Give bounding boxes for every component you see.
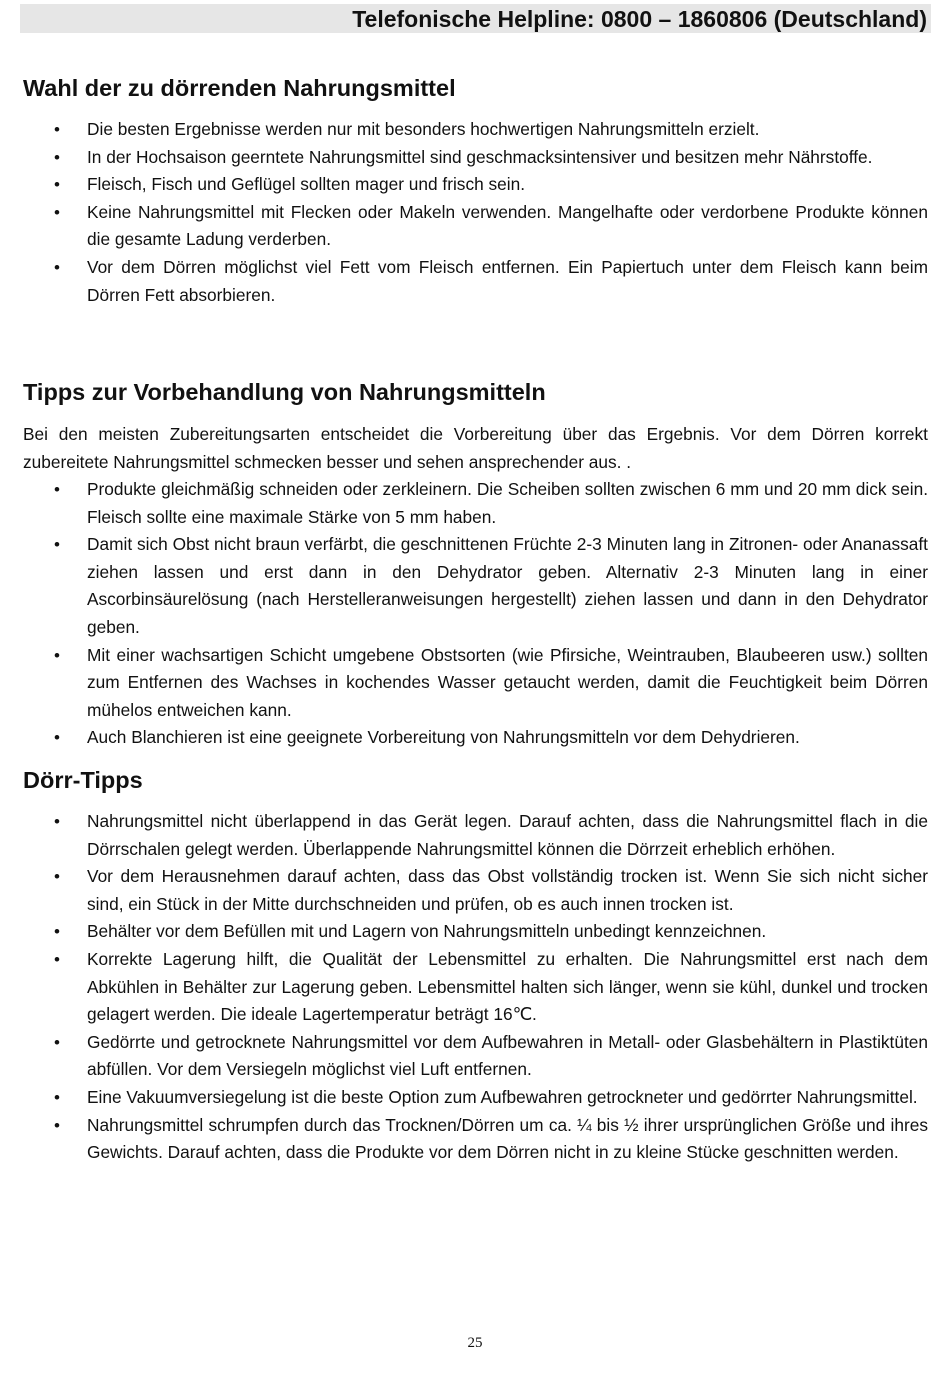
list-item: • Korrekte Lagerung hilft, die Qualität der Lebensmittel zu erhalten. Die Nahrungsmittel erst nach dem Abkühlen in Behälter zur Lagerung geben. Lebensmittel halten sich länger, wenn sie kühl, dunkel und trocken gelagert werden. Die ideale Lagertemperatur beträgt 16℃. (23, 946, 928, 1029)
food-selection-list (23, 116, 928, 309)
helpline-text: Telefonische Helpline: 0800 – 1860806 (Deutschland) (352, 6, 927, 32)
bullet-icon: • (54, 175, 60, 195)
list-item: • Eine Vakuumversiegelung ist die beste Option zum Aufbewahren getrockneter und gedörrter Nahrungsmittel. (23, 1084, 928, 1112)
bullet-icon: • (54, 1032, 60, 1052)
bullet-icon: • (54, 120, 60, 139)
bullet-icon: • (54, 1115, 60, 1135)
drying-tips-list (23, 808, 928, 1167)
list-item: • Vor dem Dörren möglichst viel Fett vom Fleisch entfernen. Ein Papiertuch unter dem Fleisch kann beim Dörren Fett absorbieren. (23, 254, 928, 309)
list-item: • Fleisch, Fisch und Geflügel sollten mager und frisch sein. (23, 171, 928, 199)
bullet-icon: • (54, 645, 60, 665)
pretreatment-list (23, 476, 928, 752)
bullet-icon: • (54, 202, 60, 222)
list-item: • Gedörrte und getrocknete Nahrungsmittel vor dem Aufbewahren in Metall- oder Glasbehältern in Plastiktüten abfüllen. Vor dem Versiegeln möglichst viel Luft entfernen. (23, 1029, 928, 1084)
section-title-pretreatment: Tipps zur Vorbehandlung von Nahrungsmitteln (23, 379, 546, 405)
bullet-icon: • (54, 257, 60, 277)
helpline-header (20, 4, 931, 33)
list-item: • Behälter vor dem Befüllen mit und Lagern von Nahrungsmitteln unbedingt kennzeichnen. (23, 918, 928, 946)
list-item: • Damit sich Obst nicht braun verfärbt, die geschnittenen Früchte 2-3 Minuten lang in Zitronen- oder Ananassaft ziehen lassen und erst dann in den Dehydrator geben. Alternativ 2-3 Minuten lang in einer Ascorbinsäurelösung (nach Herstelleranweisungen hergestellt) ziehen lassen und dann in den Dehydrator geben. (23, 531, 928, 641)
list-item: • Nahrungsmittel nicht überlappend in das Gerät legen. Darauf achten, dass die Nahrungsmittel flach in die Dörrschalen gelegt werden. Überlappende Nahrungsmittel können die Dörrzeit erheblich erhöhen. (23, 808, 928, 863)
bullet-icon: • (54, 1087, 60, 1107)
list-item: • Produkte gleichmäßig schneiden oder zerkleinern. Die Scheiben sollten zwischen 6 mm und 20 mm dick sein. Fleisch sollte eine maximale Stärke von 5 mm haben. (23, 476, 928, 531)
section-title-food-selection: Wahl der zu dörrenden Nahrungsmittel (23, 75, 456, 101)
bullet-icon: • (54, 535, 60, 555)
list-item: • Keine Nahrungsmittel mit Flecken oder Makeln verwenden. Mangelhafte oder verdorbene Produkte können die gesamte Ladung verderben. (23, 199, 928, 254)
list-item: • Die besten Ergebnisse werden nur mit besonders hochwertigen Nahrungsmitteln erzielt. (23, 116, 928, 144)
page-number: 25 (467, 1335, 483, 1351)
bullet-icon: • (54, 480, 60, 499)
section-title-drying-tips: Dörr-Tipps (23, 767, 143, 793)
list-item: • Vor dem Herausnehmen darauf achten, dass das Obst vollständig trocken ist. Wenn Sie sich nicht sicher sind, ein Stück in der Mitte durchschneiden und prüfen, ob es auch innen trocken ist. (23, 863, 928, 918)
bullet-icon: • (54, 922, 60, 942)
bullet-icon: • (54, 949, 60, 969)
bullet-icon: • (54, 147, 60, 167)
bullet-icon: • (54, 867, 60, 887)
bullet-icon: • (54, 812, 60, 831)
list-item: • Auch Blanchieren ist eine geeignete Vorbereitung von Nahrungsmitteln vor dem Dehydrieren. (23, 724, 928, 752)
list-item: • In der Hochsaison geerntete Nahrungsmittel sind geschmacksintensiver und besitzen mehr Nährstoffe. (23, 144, 928, 172)
pretreatment-intro: Bei den meisten Zubereitungsarten entscheidet die Vorbereitung über das Ergebnis. Vor dem Dörren korrekt zubereitete Nahrungsmittel schmecken besser und sehen ansprechender aus. . (23, 424, 928, 472)
list-item: • Nahrungsmittel schrumpfen durch das Trocknen/Dörren um ca. ¼ bis ½ ihrer ursprünglichen Größe und ihres Gewichts. Darauf achten, dass die Produkte vor dem Dörren nicht in zu kleine Stücke geschnitten werden. (23, 1112, 928, 1167)
bullet-icon: • (54, 728, 60, 748)
list-item: • Mit einer wachsartigen Schicht umgebene Obstsorten (wie Pfirsiche, Weintrauben, Blaubeeren usw.) sollten zum Entfernen des Wachses in kochendes Wasser getaucht werden, damit die Feuchtigkeit beim Dörren mühelos entweichen kann. (23, 642, 928, 725)
